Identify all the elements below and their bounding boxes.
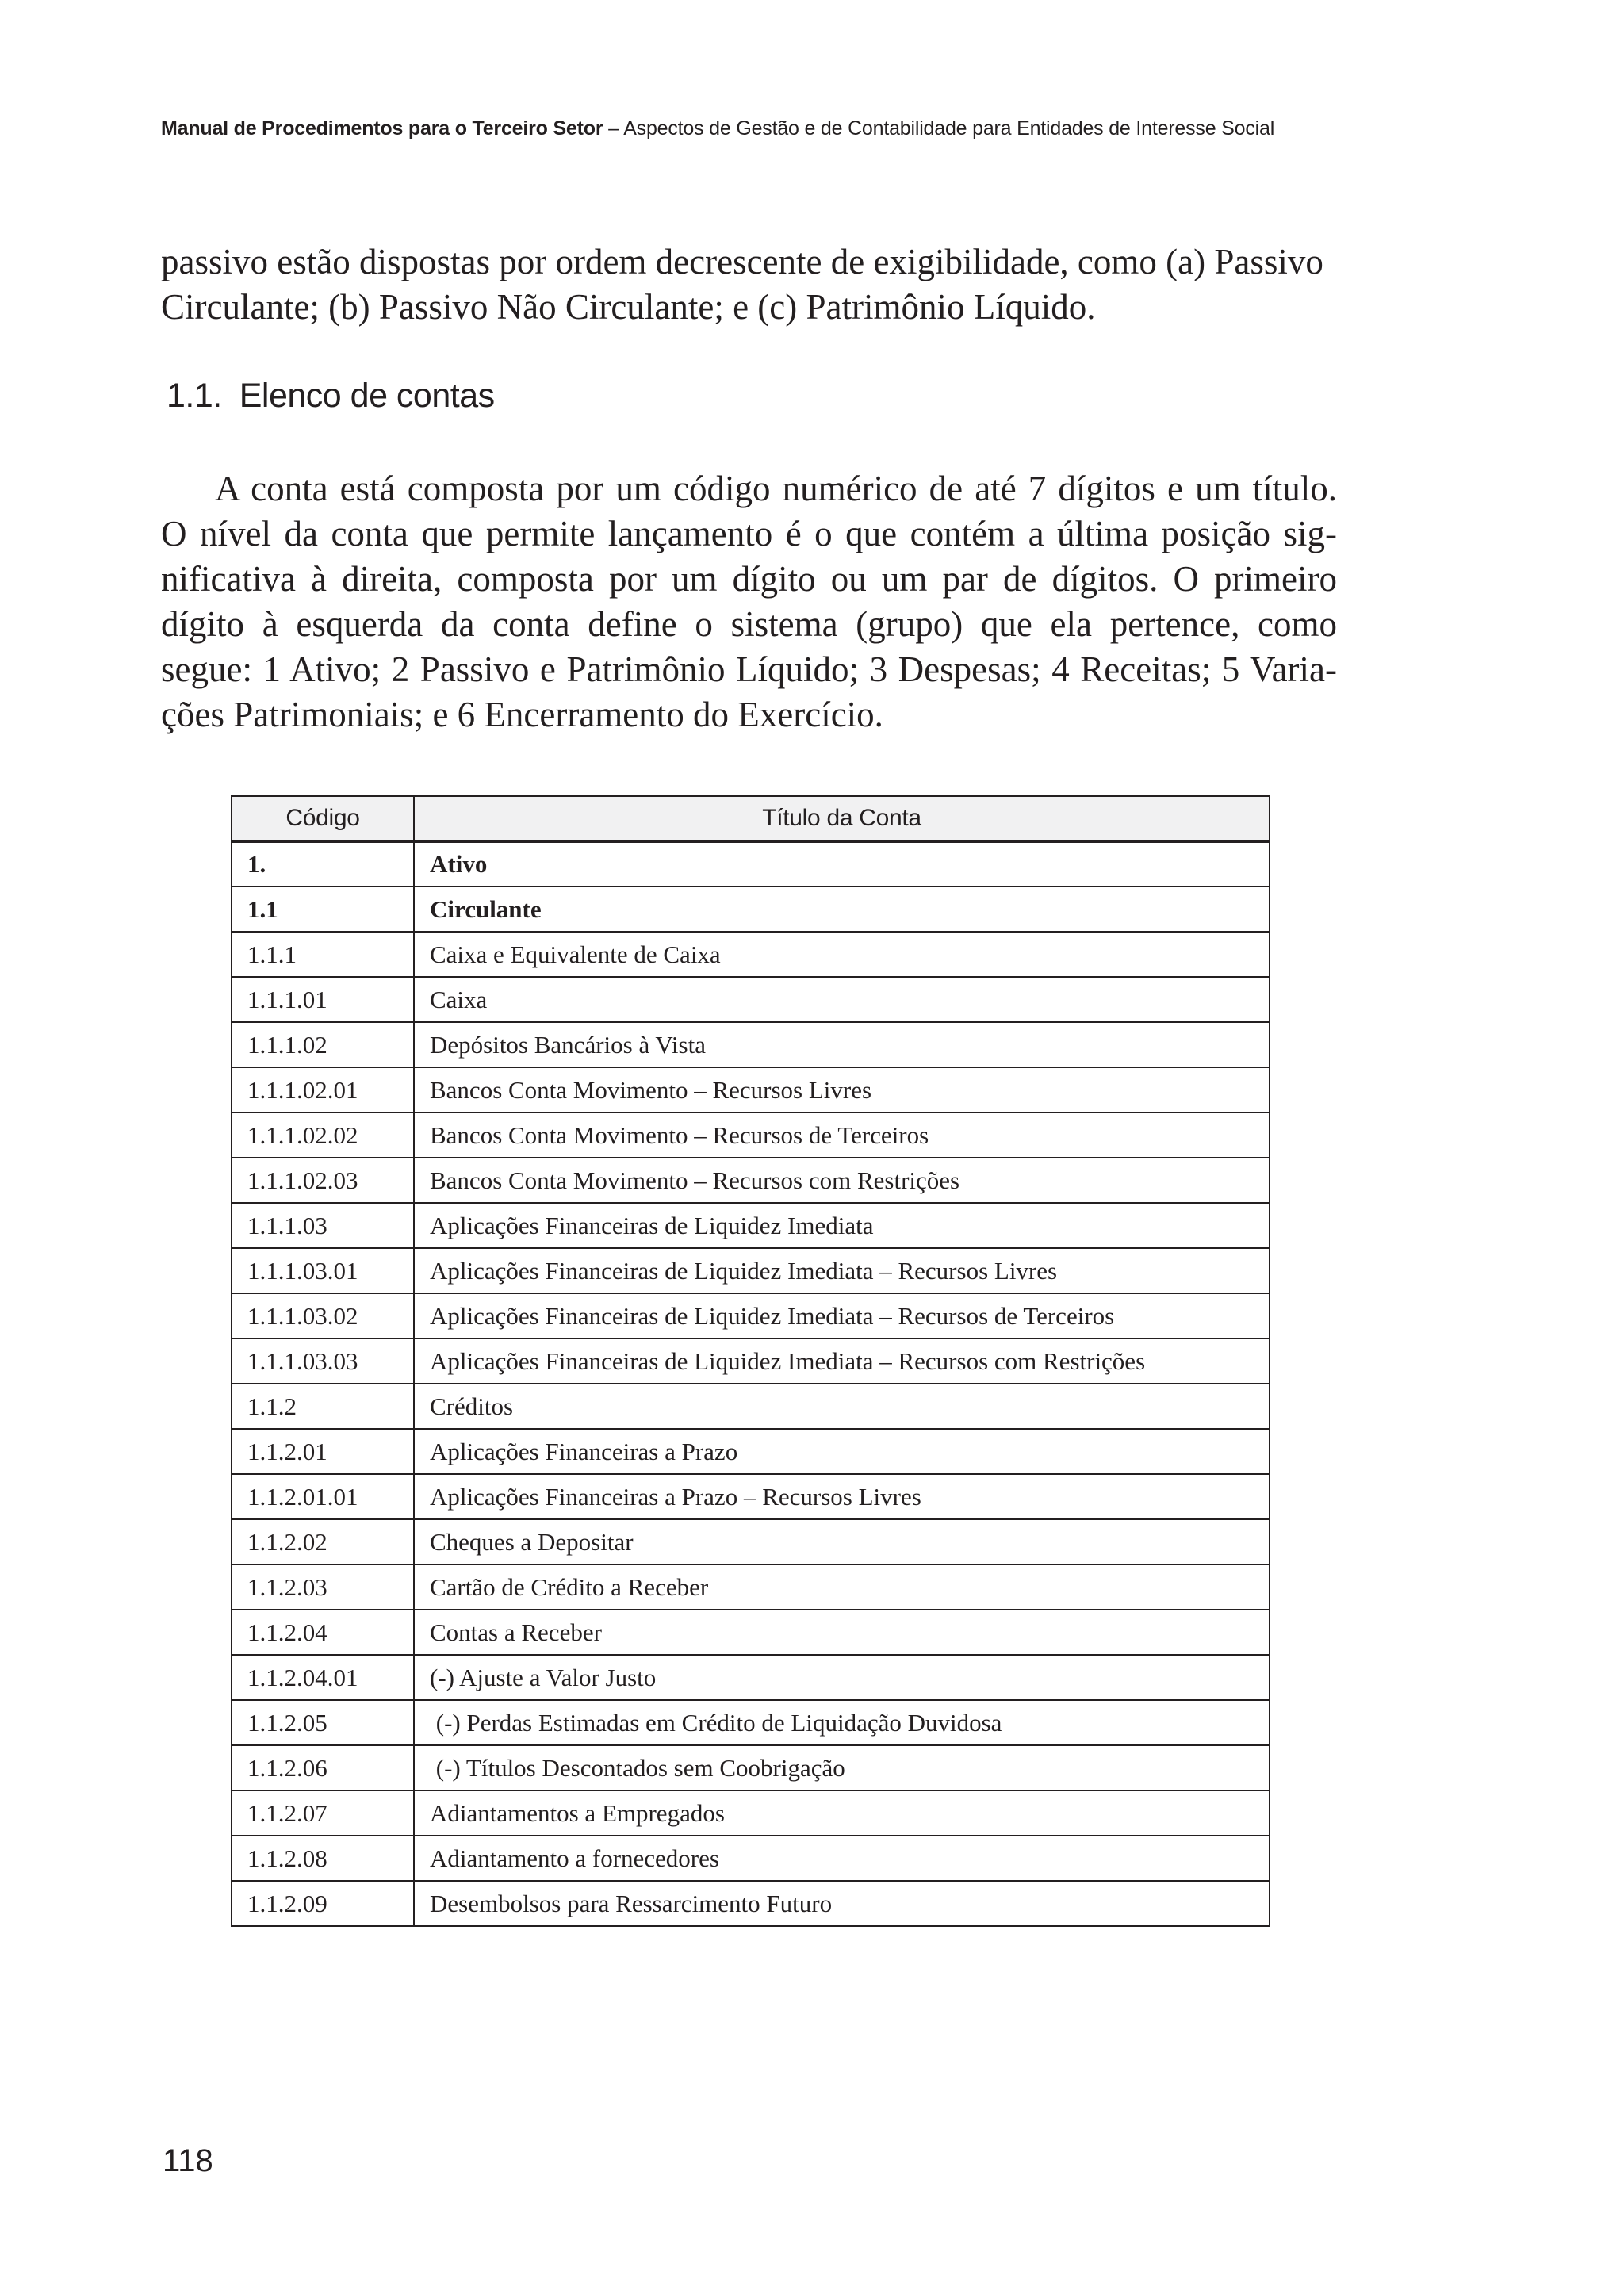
account-code: 1.1.2.03 <box>232 1564 414 1610</box>
account-code: 1.1.1.01 <box>232 977 414 1022</box>
text-line: nificativa à direita, composta por um dígito ou um par de dígitos. O primeiro <box>161 559 1337 599</box>
account-code: 1.1.2.07 <box>232 1790 414 1836</box>
account-title: Depósitos Bancários à Vista <box>414 1022 1270 1067</box>
table-row <box>232 1384 1270 1429</box>
table-row <box>232 1474 1270 1519</box>
account-code: 1.1.1.02.02 <box>232 1113 414 1158</box>
account-title: (-) Perdas Estimadas em Crédito de Liquidação Duvidosa <box>414 1700 1270 1745</box>
account-title: Desembolsos para Ressarcimento Futuro <box>414 1881 1270 1926</box>
text-line: segue: 1 Ativo; 2 Passivo e Patrimônio Líquido; 3 Despesas; 4 Receitas; 5 Varia- <box>161 649 1337 689</box>
account-code: 1.1 <box>232 887 414 932</box>
table-row <box>232 1655 1270 1700</box>
table-header-row <box>232 796 1270 841</box>
account-code: 1.1.2.08 <box>232 1836 414 1881</box>
account-title: Adiantamento a fornecedores <box>414 1836 1270 1881</box>
account-code: 1.1.1.03.02 <box>232 1293 414 1338</box>
table-row <box>232 977 1270 1022</box>
page-number: 118 <box>163 2143 213 2178</box>
running-header <box>161 117 1469 140</box>
account-code: 1.1.1.02.01 <box>232 1067 414 1113</box>
header-separator: – <box>603 117 624 140</box>
account-title: Créditos <box>414 1384 1270 1429</box>
account-description-paragraph <box>161 466 1337 737</box>
account-title: Aplicações Financeiras de Liquidez Imediata – Recursos Livres <box>414 1248 1270 1293</box>
intro-paragraph <box>161 239 1337 330</box>
account-title: Aplicações Financeiras a Prazo <box>414 1429 1270 1474</box>
account-code: 1.1.1.03.01 <box>232 1248 414 1293</box>
account-code: 1.1.1.03 <box>232 1203 414 1248</box>
account-code: 1.1.2.06 <box>232 1745 414 1790</box>
account-code: 1.1.2.05 <box>232 1700 414 1745</box>
table-row <box>232 841 1270 887</box>
account-title: Ativo <box>414 841 1270 887</box>
account-title: Aplicações Financeiras de Liquidez Imediata <box>414 1203 1270 1248</box>
table-row <box>232 1610 1270 1655</box>
account-code: 1.1.1.02 <box>232 1022 414 1067</box>
account-code: 1.1.2 <box>232 1384 414 1429</box>
table-row <box>232 932 1270 977</box>
table-row <box>232 1248 1270 1293</box>
account-title: (-) Ajuste a Valor Justo <box>414 1655 1270 1700</box>
account-title: Bancos Conta Movimento – Recursos com Restrições <box>414 1158 1270 1203</box>
table-row <box>232 1519 1270 1564</box>
text-line: dígito à esquerda da conta define o sistema (grupo) que ela pertence, como <box>161 604 1337 644</box>
account-title: (-) Títulos Descontados sem Coobrigação <box>414 1745 1270 1790</box>
account-code: 1.1.2.01.01 <box>232 1474 414 1519</box>
account-title: Cartão de Crédito a Receber <box>414 1564 1270 1610</box>
section-number: 1.1. <box>167 377 222 415</box>
account-code: 1.1.1.03.03 <box>232 1338 414 1384</box>
table-row <box>232 1293 1270 1338</box>
column-header-code: Código <box>232 796 414 841</box>
account-title: Aplicações Financeiras de Liquidez Imediata – Recursos com Restrições <box>414 1338 1270 1384</box>
table-row <box>232 1836 1270 1881</box>
table-row <box>232 1338 1270 1384</box>
account-title: Circulante <box>414 887 1270 932</box>
column-header-title: Título da Conta <box>414 796 1270 841</box>
section-heading <box>167 377 495 416</box>
account-code: 1.1.2.02 <box>232 1519 414 1564</box>
table-row <box>232 1067 1270 1113</box>
text-line: O nível da conta que permite lançamento é o que contém a última posição sig- <box>161 514 1337 553</box>
table-row <box>232 1564 1270 1610</box>
section-title: Elenco de contas <box>239 377 495 415</box>
accounts-table-body <box>232 841 1270 1926</box>
account-code: 1.1.1 <box>232 932 414 977</box>
account-code: 1.1.2.04 <box>232 1610 414 1655</box>
table-row <box>232 1745 1270 1790</box>
table-row <box>232 1429 1270 1474</box>
account-title: Aplicações Financeiras de Liquidez Imediata – Recursos de Terceiros <box>414 1293 1270 1338</box>
account-title: Caixa e Equivalente de Caixa <box>414 932 1270 977</box>
account-code: 1.1.2.09 <box>232 1881 414 1926</box>
accounts-table <box>231 795 1270 1927</box>
table-row <box>232 1700 1270 1745</box>
book-title: Manual de Procedimentos para o Terceiro Setor <box>161 117 603 140</box>
account-title: Cheques a Depositar <box>414 1519 1270 1564</box>
text-line: A conta está composta por um código numérico de até 7 dígitos e um título. <box>215 469 1337 508</box>
table-row <box>232 1158 1270 1203</box>
account-code: 1.1.2.04.01 <box>232 1655 414 1700</box>
table-row <box>232 1113 1270 1158</box>
account-title: Aplicações Financeiras a Prazo – Recursos Livres <box>414 1474 1270 1519</box>
account-title: Adiantamentos a Empregados <box>414 1790 1270 1836</box>
account-title: Bancos Conta Movimento – Recursos de Terceiros <box>414 1113 1270 1158</box>
table-row <box>232 1022 1270 1067</box>
table-row <box>232 1203 1270 1248</box>
account-title: Caixa <box>414 977 1270 1022</box>
book-subtitle: Aspectos de Gestão e de Contabilidade para Entidades de Interesse Social <box>623 117 1275 140</box>
account-code: 1.1.1.02.03 <box>232 1158 414 1203</box>
text-line: Circulante; (b) Passivo Não Circulante; e (c) Patrimônio Líquido. <box>161 287 1096 327</box>
text-line: passivo estão dispostas por ordem decrescente de exigibilidade, como (a) Passivo <box>161 242 1323 281</box>
table-row <box>232 1790 1270 1836</box>
table-row <box>232 887 1270 932</box>
account-title: Bancos Conta Movimento – Recursos Livres <box>414 1067 1270 1113</box>
account-title: Contas a Receber <box>414 1610 1270 1655</box>
text-line: ções Patrimoniais; e 6 Encerramento do Exercício. <box>161 695 883 734</box>
account-code: 1. <box>232 841 414 887</box>
account-code: 1.1.2.01 <box>232 1429 414 1474</box>
table-row <box>232 1881 1270 1926</box>
